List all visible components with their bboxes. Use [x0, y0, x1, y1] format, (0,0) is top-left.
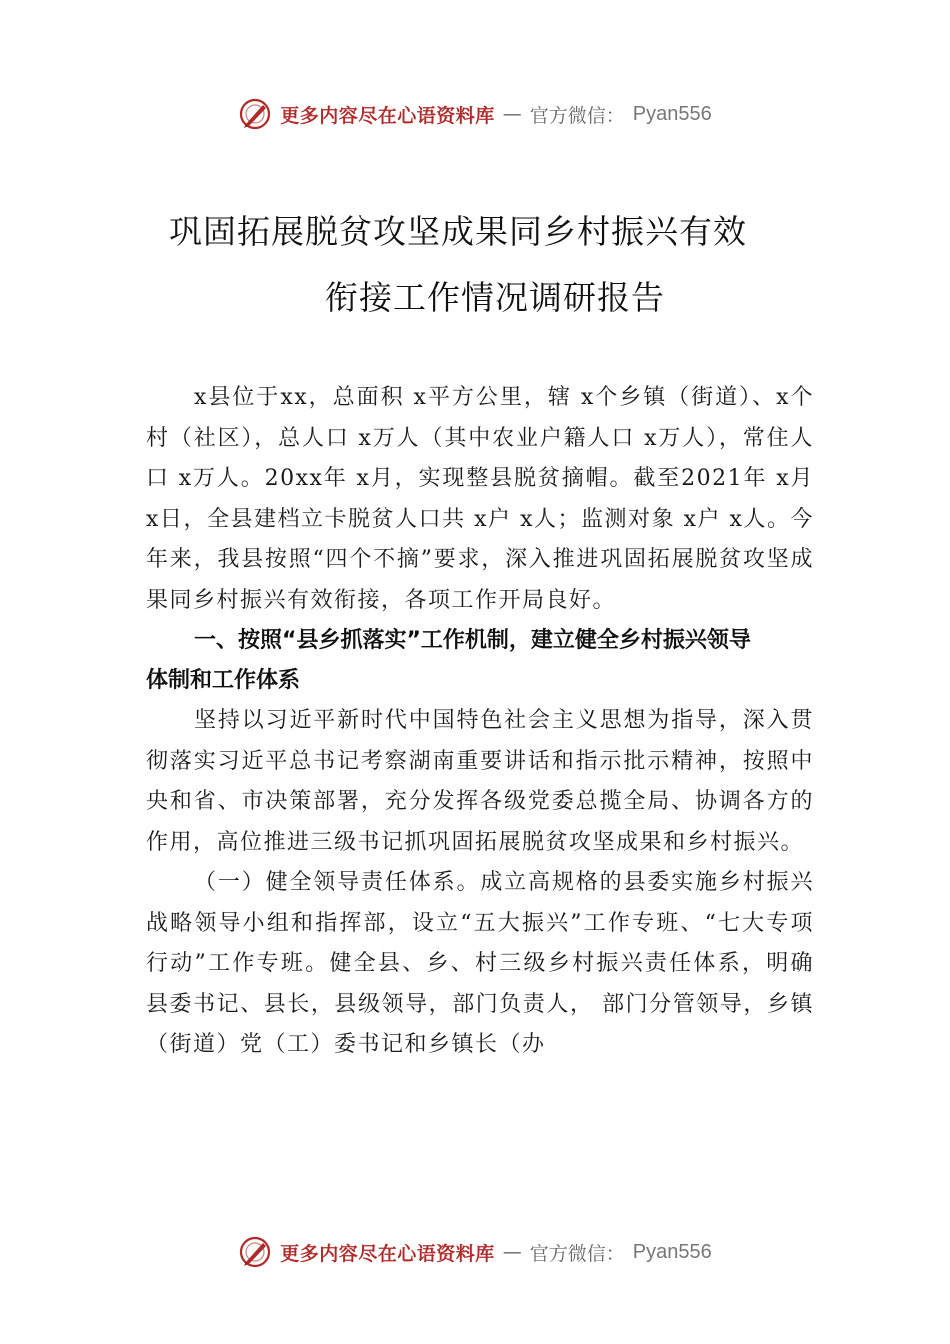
watermark-banner-bottom: [0, 1232, 950, 1272]
watermark-site-name: 更多内容尽在心语资料库: [280, 1242, 495, 1265]
watermark-banner-top: [0, 94, 950, 134]
watermark-site-name: 更多内容尽在心语资料库: [280, 104, 495, 127]
document-body: [146, 378, 814, 1066]
intro-paragraph: x县位于xx，总面积 x平方公里，辖 x个乡镇（街道）、x个村（社区），总人口 x万人（其中农业户籍人口 x万人），常住人口 x万人。20xx年 x月，实现整县脱贫摘帽。截至2021年 x月 x日，全县建档立卡脱贫人口共 x户 x人；监测对象 x户 x人。今年来，我县按照“四个不摘”要求，深入推进巩固拓展脱贫攻坚成果同乡村振兴有效衔接，各项工作开局良好。: [146, 385, 814, 613]
pen-seal-logo-icon: [238, 97, 272, 131]
watermark-wechat-label: 官方微信：: [529, 1242, 625, 1265]
watermark-wechat-label: 官方微信：: [529, 104, 625, 127]
watermark-wechat-id: Pyan556: [632, 102, 712, 125]
document-title-line-2: 衔接工作情况调研报告: [325, 278, 665, 317]
watermark-separator: —: [502, 103, 522, 125]
watermark-wechat-id: Pyan556: [632, 1240, 712, 1263]
document-title-line-1: 巩固拓展脱贫攻坚成果同乡村振兴有效: [169, 212, 747, 251]
section-1-heading: 一、按照“县乡抓落实”工作机制，建立健全乡村振兴领导体制和工作体系: [146, 628, 751, 693]
watermark-separator: —: [502, 1241, 522, 1263]
section-1-paragraph: 坚持以习近平新时代中国特色社会主义思想为指导，深入贯彻落实习近平总书记考察湖南重要讲话和指示批示精神，按照中央和省、市决策部署，充分发挥各级党委总揽全局、协调各方的作用，高位推进三级书记抓巩固拓展脱贫攻坚成果和乡村振兴。: [146, 708, 814, 855]
pen-seal-logo-icon: [238, 1235, 272, 1269]
subsection-1-paragraph: （一）健全领导责任体系。成立高规格的县委实施乡村振兴战略领导小组和指挥部，设立“五大振兴”工作专班、“七大专项行动”工作专班。健全县、乡、村三级乡村振兴责任体系，明确县委书记、县长，县级领导，部门负责人， 部门分管领导，乡镇（街道）党（工）委书记和乡镇长（办: [146, 870, 814, 1057]
